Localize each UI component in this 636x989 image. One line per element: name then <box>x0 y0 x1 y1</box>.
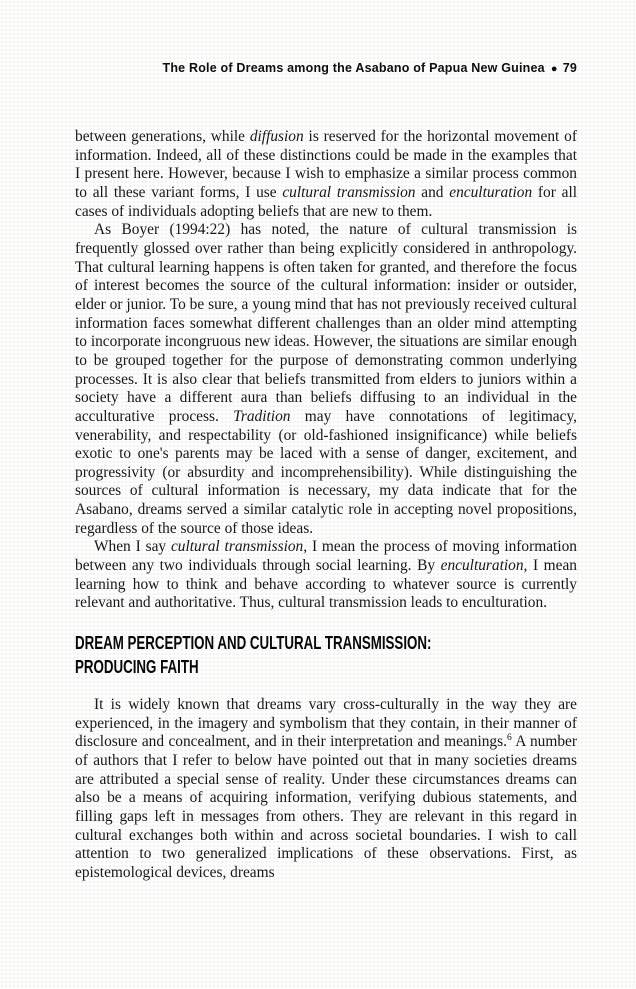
body-text: may have connotations of legitimacy, venerability, and respectability (or old-fashioned insignificance) while beliefs exotic to one's parents may be laced with a sense of danger, excitement, and progressivity (or absurdity and incomprehensibility). While distinguishing the sources of cultural information is necessary, my data indicate that for the Asabano, dreams served a similar catalytic role in accepting novel propositions, regardless of the source of those ideas. <box>75 407 577 537</box>
section-heading-line: PRODUCING FAITH <box>75 656 199 678</box>
body-text: is reserved for the horizontal movement of information. Indeed, all of these distinctions could be made in the examples that I present here. However, because I wish to emphasize a similar process common to all these variant forms, I use <box>75 128 577 201</box>
body-text: and <box>415 183 450 201</box>
body-text: A number of authors that I refer to below have pointed out that in many societies dreams are attributed a special sense of reality. Under these circumstances dreams can also be a means of acquiring information, verifying dubious statements, and filling gaps left in messages from others. They are relevant in this regard in cultural exchanges both within and across societal boundaries. I wish to call attention to two generalized implications of these observations. First, as epistemological devices, dreams <box>75 733 577 881</box>
bullet-separator-icon: ● <box>550 62 558 75</box>
running-head-title: The Role of Dreams among the Asabano of Papua New Guinea <box>162 61 545 75</box>
body-text: When I say <box>94 538 171 556</box>
emphasized-term: enculturation, <box>440 557 528 575</box>
emphasized-term: cultural transmission <box>282 183 416 201</box>
body-paragraph <box>75 696 577 883</box>
emphasized-term: cultural transmission, <box>170 538 308 556</box>
body-paragraph <box>75 221 577 538</box>
emphasized-term: enculturation <box>449 183 533 201</box>
emphasized-term: Tradition <box>233 407 291 425</box>
body-text: between generations, while <box>75 128 250 145</box>
body-text: It is widely known that dreams vary cross-culturally in the way they are experienced, in the imagery and symbolism that they contain, in their manner of disclosure and concealment, and in their interpretation and meanings. <box>75 696 577 751</box>
running-head <box>75 61 577 75</box>
section-heading-line: DREAM PERCEPTION AND CULTURAL TRANSMISSION: <box>75 632 432 654</box>
body-paragraph <box>75 538 577 613</box>
body-text: As Boyer (1994:22) has noted, the nature of cultural transmission is frequently glossed over rather than being explicitly considered in anthropology. That cultural learning happens is often taken for granted, and therefore the focus of interest becomes the source of the cultural information: insider or outsider, elder or junior. To be sure, a young mind that has not previously received cultural information faces somewhat different challenges than an older mind attempting to incorporate incongruous new ideas. However, the situations are similar enough to be grouped together for the purpose of demonstrating common underlying processes. It is also clear that beliefs transmitted from elders to juniors within a society have a different aura than beliefs diffusing to an individual in the acculturative process. <box>75 221 578 425</box>
page-number: 79 <box>562 61 577 75</box>
footnote-marker: 6 <box>506 732 512 744</box>
body-text: I mean learning how to think and behave according to whatever source is currently relevant and authoritative. Thus, cultural transmission leads to enculturation. <box>75 557 577 612</box>
page-content <box>75 128 577 883</box>
emphasized-term: diffusion <box>249 128 304 145</box>
section-heading <box>75 631 577 679</box>
body-paragraph <box>75 128 577 221</box>
body-text: I mean the process of moving information between any two individuals through social learning. By <box>75 538 578 575</box>
body-text: for all cases of individuals adopting beliefs that are new to them. <box>75 183 577 220</box>
